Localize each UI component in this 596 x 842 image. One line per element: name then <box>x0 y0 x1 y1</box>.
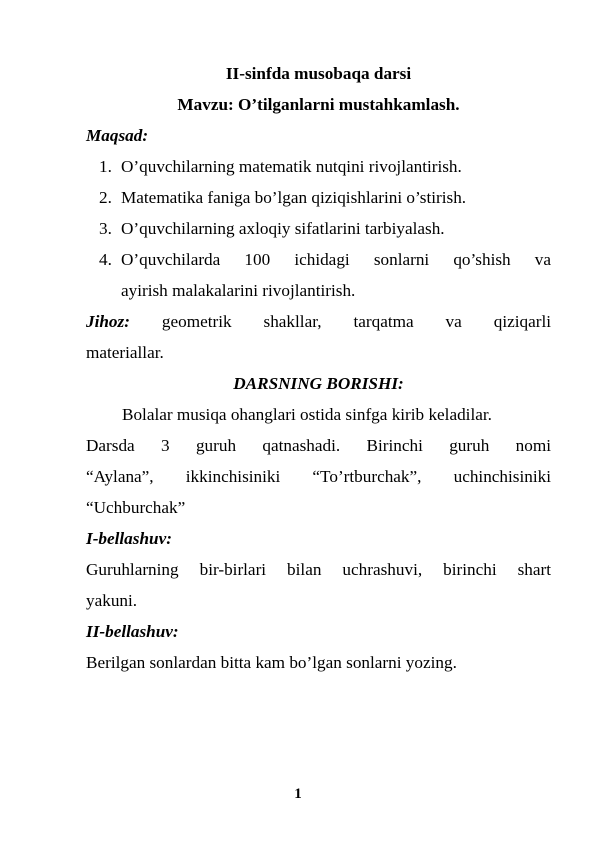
lesson-topic: Mavzu: O’tilganlarni mustahkamlash. <box>177 95 460 114</box>
list-item-text: O’quvchilarning axloqiy sifatlarini tarbiyalash. <box>121 219 445 238</box>
page-number: 1 <box>294 786 302 802</box>
equipment-text: geometrik shakllar, tarqatma va qiziqarli <box>161 312 551 331</box>
list-item-number: 2. <box>99 188 112 207</box>
round-2-label: II-bellashuv: <box>86 622 179 641</box>
list-item-text: O’quvchilarda 100 ichidagi sonlarni qo’shish va <box>121 250 551 269</box>
round-1-text: Guruhlarning bir-birlari bilan uchrashuvi, birinchi shart <box>86 560 551 579</box>
equipment-label: Jihoz: <box>86 312 130 331</box>
goal-label: Maqsad: <box>86 126 149 145</box>
intro-paragraph-line: “Uchburchak” <box>86 498 186 517</box>
document-title: II-sinfda musobaqa darsi <box>225 64 412 83</box>
round-1-label: I-bellashuv: <box>86 529 172 548</box>
list-item <box>86 182 551 213</box>
list-item <box>86 244 551 306</box>
intro-paragraph-line: Bolalar musiqa ohanglari ostida sinfga kirib keladilar. <box>122 405 492 424</box>
list-item-text-continued: ayirish malakalarini rivojlantirish. <box>121 281 356 300</box>
document-page <box>86 58 551 678</box>
equipment-paragraph <box>86 306 551 337</box>
goal-list <box>86 151 551 306</box>
list-item-text: Matematika faniga bo’lgan qiziqishlarini o’stirish. <box>121 188 467 207</box>
intro-paragraph-line: “Aylana”, ikkinchisiniki “To’rtburchak”, uchinchisiniki <box>86 467 551 486</box>
list-item-number: 3. <box>99 219 112 238</box>
list-item <box>86 151 551 182</box>
list-item-number: 1. <box>99 157 112 176</box>
equipment-text-continued: materiallar. <box>86 343 164 362</box>
list-item-text: O’quvchilarning matematik nutqini rivojlantirish. <box>121 157 462 176</box>
progress-heading: DARSNING BORISHI: <box>233 374 404 393</box>
list-item <box>86 213 551 244</box>
round-2-text: Berilgan sonlardan bitta kam bo’lgan sonlarni yozing. <box>86 653 457 672</box>
intro-paragraph-line: Darsda 3 guruh qatnashadi. Birinchi guruh nomi <box>86 436 551 455</box>
list-item-number: 4. <box>99 250 112 269</box>
round-1-text-continued: yakuni. <box>86 591 138 610</box>
